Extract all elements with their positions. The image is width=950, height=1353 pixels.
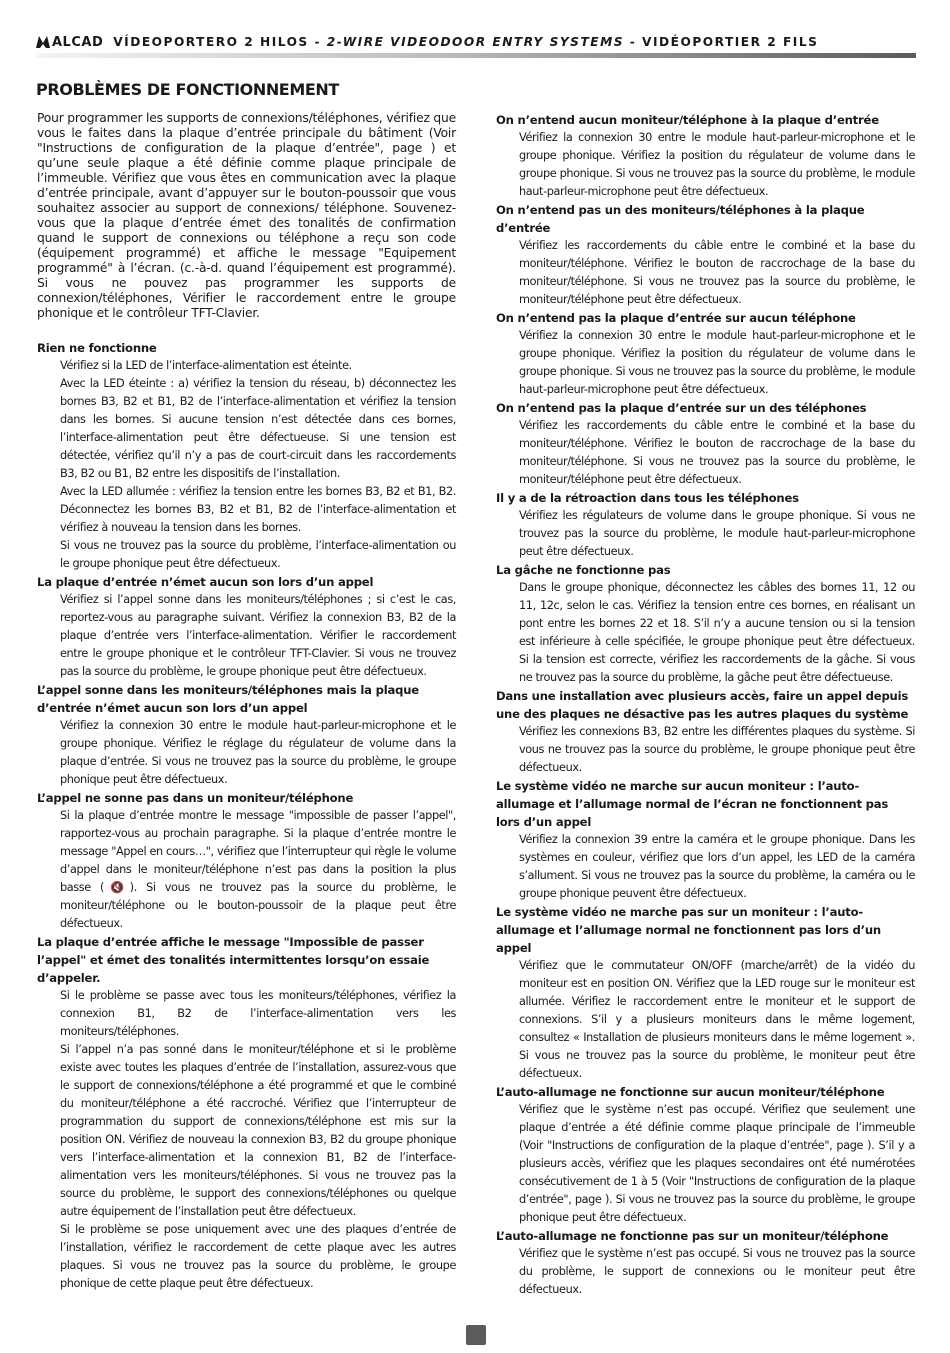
section-heading: Rien ne fonctionne xyxy=(37,341,157,355)
section-paragraph: Vérifiez les régulateurs de volume dans le groupe phonique. Si vous ne trouvez pas la source du problème, le module haut-parleur-microphone peut être défectueux. xyxy=(519,509,915,558)
section-heading: L’appel ne sonne pas dans un moniteur/téléphone xyxy=(37,791,354,805)
section-heading: Il y a de la rétroaction dans tous les téléphones xyxy=(496,491,799,505)
logo-text: ALCAD xyxy=(52,34,104,50)
troubleshooting-section xyxy=(496,1227,915,1299)
header-rule xyxy=(36,53,916,58)
header-title-fr: - VIDÉOPORTIER 2 FILS xyxy=(624,35,819,49)
troubleshooting-section xyxy=(37,933,456,1293)
intro-paragraph: Pour programmer les supports de connexions/téléphones, vérifiez que vous le faites dans la plaque d’entrée principale du bâtiment (Voir "Instructions de configuration de la plaque d’entrée", page ) et qu’une seule plaque a été définie comme plaque principale de l’immeuble. Vérifiez que vous êtes en communication avec la plaque d’entrée principale, avant d’appuyer sur le bouton-poussoir que vous souhaitez associer au support de connexions/ téléphone. Souvenez-vous que la plaque d’entrée émet des tonalités de confirmation quand le support de connexions ou téléphone a reçu son code (équipement programmé) et affiche le message "Equipement programmé" à l’écran. (c.-à-d. quand l’équipement est programmé). Si vous ne pouvez pas programmer les supports de connexion/téléphones, Vérifier le raccordement entre le groupe phonique et le contrôleur TFT-Clavier. xyxy=(37,111,456,320)
section-paragraph: Vérifiez les connexions B3, B2 entre les différentes plaques du système. Si vous ne trouvez pas la source du problème, le groupe phonique peut être défectueux. xyxy=(519,725,915,774)
section-paragraph: Vérifiez la connexion 39 entre la caméra et le groupe phonique. Dans les systèmes en couleur, vérifiez que lors d’un appel, les LED de la caméra s’allument. Si vous ne trouvez pas la source du problème, la caméra ou le groupe phonique peuvent être défectueux. xyxy=(519,833,915,900)
section-heading: L’auto-allumage ne fonctionne pas sur un moniteur/téléphone xyxy=(496,1229,889,1243)
section-heading: On n’entend pas la plaque d’entrée sur aucun téléphone xyxy=(496,311,856,325)
section-paragraph: Vérifiez que le commutateur ON/OFF (marche/arrêt) de la vidéo du moniteur est en position ON. Vérifiez que la LED rouge sur le moniteur est allumée. Vérifiez le raccordement entre le moniteur et le support de connexions. S’il y a plusieurs moniteurs dans le même logement, consultez « Installation de plusieurs moniteurs dans le même logement ». Si vous ne trouvez pas la source du problème, le moniteur peut être défectueux. xyxy=(519,959,915,1080)
header-title-en: 2-WIRE VIDEODOOR ENTRY SYSTEMS xyxy=(326,35,625,49)
section-paragraph: Dans le groupe phonique, déconnectez les câbles des bornes 11, 12 ou 11, 12c, selon le cas. Vérifiez la tension entre ces bornes, en réalisant un pont entre les bornes 22 et 18. S’il n’y a aucune tension ou si la tension est inférieure à celle spécifiée, le groupe phonique peut être défectueux. Si la tension est correcte, vérifiez les raccordements de la gâche. Si vous ne trouvez pas la source du problème, la gâche peut être défectueuse. xyxy=(519,581,915,684)
left-column xyxy=(37,111,456,1293)
section-heading: La gâche ne fonctionne pas xyxy=(496,563,671,577)
section-paragraph: Vérifiez la connexion 30 entre le module haut-parleur-microphone et le groupe phonique. Vérifiez la position du régulateur de volume dans le groupe phonique. Si vous ne trouvez pas la source du problème, le module haut-parleur-microphone peut être défectueux. xyxy=(519,329,915,396)
troubleshooting-section xyxy=(496,903,915,1083)
section-heading: La plaque d’entrée n’émet aucun son lors d’un appel xyxy=(37,575,374,589)
troubleshooting-section xyxy=(496,399,915,489)
troubleshooting-section xyxy=(496,777,915,903)
troubleshooting-section xyxy=(37,573,456,681)
left-sections xyxy=(37,339,456,1293)
section-heading: La plaque d’entrée affiche le message "Impossible de passer l’appel" et émet des tonalités intermittentes lorsqu’on essaie d’appeler. xyxy=(37,935,430,985)
troubleshooting-section xyxy=(496,489,915,561)
alcad-logo-icon xyxy=(36,36,50,48)
header-title-es: VÍDEOPORTERO 2 HILOS - xyxy=(113,35,327,49)
section-paragraph: Avec la LED allumée : vérifiez la tension entre les bornes B3, B2 et B1, B2. Déconnectez les bornes B3, B2 et B1, B2 de l’interface-alimentation et vérifiez à nouveau la tension dans les bornes. xyxy=(60,485,456,534)
section-heading: Le système vidéo ne marche sur aucun moniteur : l’auto-allumage et l’allumage normal de l’écran ne fonctionnent pas lors d’un appel xyxy=(496,779,889,829)
section-paragraph: Vérifiez que le système n’est pas occupé. Vérifiez que seulement une plaque d’entrée a été définie comme plaque principale de l’immeuble (Voir "Instructions de configuration de la plaque d’entrée", page ). S’il y a plusieurs accès, vérifiez que les plaques secondaires ont été numérotées consécutivement de 1 à 5 (Voir "Instructions de configuration de la plaque d’entrée", page ). Si vous ne trouvez pas la source du problème, le groupe phonique peut être défectueux. xyxy=(519,1103,915,1224)
section-paragraph: Vérifiez les raccordements du câble entre le combiné et la base du moniteur/téléphone. Vérifiez le bouton de raccrochage de la base du moniteur/téléphone. Si vous ne trouvez pas la source du problème, le moniteur/téléphone peut être défectueux. xyxy=(519,419,915,486)
section-paragraph: Si le problème se pose uniquement avec une des plaques d’entrée de l’installation, vérifiez le raccordement de cette plaque avec les autres plaques. Si vous ne trouvez pas la source du problème, le groupe phonique de cette plaque peut être défectueux. xyxy=(60,1223,456,1290)
right-sections xyxy=(496,111,915,1299)
page-header xyxy=(36,33,916,51)
section-paragraph: Si la plaque d’entrée montre le message "impossible de passer l’appel", rapportez-vous au prochain paragraphe. Si la plaque d’entrée montre le message "Appel en cours…", vérifiez que l’interrupteur qui règle le volume d’appel dans le moniteur/téléphone n’est pas dans la position la plus basse (🔇). Si vous ne trouvez pas la source du problème, le moniteur/téléphone ou le bouton-poussoir de la plaque peut être défectueux. xyxy=(60,809,456,930)
section-paragraph: Si le problème se passe avec tous les moniteurs/téléphones, vérifiez la connexion B1, B2 de l’interface-alimentation vers les moniteurs/téléphones. xyxy=(60,989,456,1038)
troubleshooting-section xyxy=(37,339,456,573)
section-paragraph: Si vous ne trouvez pas la source du problème, l’interface-alimentation ou le groupe phonique peut être défectueux. xyxy=(60,539,456,570)
troubleshooting-section xyxy=(496,309,915,399)
troubleshooting-section xyxy=(496,687,915,777)
section-heading: On n’entend pas la plaque d’entrée sur un des téléphones xyxy=(496,401,867,415)
section-heading: L’appel sonne dans les moniteurs/téléphones mais la plaque d’entrée n’émet aucun son lors d’un appel xyxy=(37,683,419,715)
section-heading: Dans une installation avec plusieurs accès, faire un appel depuis une des plaques ne désactive pas les autres plaques du système xyxy=(496,689,909,721)
troubleshooting-section xyxy=(496,201,915,309)
section-paragraph: Vérifiez la connexion 30 entre le module haut-parleur-microphone et le groupe phonique. Vérifiez la position du régulateur de volume dans le groupe phonique. Si vous ne trouvez pas la source du problème, le module haut-parleur-microphone peut être défectueux. xyxy=(519,131,915,198)
page-title: PROBLÈMES DE FONCTIONNEMENT xyxy=(36,80,339,99)
troubleshooting-section xyxy=(496,1083,915,1227)
troubleshooting-section xyxy=(496,561,915,687)
alcad-logo xyxy=(36,35,103,50)
section-paragraph: Vérifiez si l’appel sonne dans les moniteurs/téléphones ; si c’est le cas, reportez-vous au paragraphe suivant. Vérifiez la connexion B3, B2 de la plaque d’entrée vers l’interface-alimentation. Vérifier le raccordement entre le groupe phonique et le contrôleur TFT-Clavier. Si vous ne trouvez pas la source du problème, le groupe phonique peut être défectueux. xyxy=(60,593,456,678)
section-heading: Le système vidéo ne marche pas sur un moniteur : l’auto-allumage et l’allumage normal ne fonctionnent pas lors d’un appel xyxy=(496,905,881,955)
page-number-marker xyxy=(466,1325,486,1345)
section-paragraph: Vérifiez la connexion 30 entre le module haut-parleur-microphone et le groupe phonique. Vérifiez le réglage du régulateur de volume dans la plaque d’entrée. Si vous ne trouvez pas la source du problème, le groupe phonique peut être défectueux. xyxy=(60,719,456,786)
troubleshooting-section xyxy=(496,111,915,201)
header-title xyxy=(113,35,818,49)
section-heading: On n’entend pas un des moniteurs/téléphones à la plaque d’entrée xyxy=(496,203,865,235)
section-heading: L’auto-allumage ne fonctionne sur aucun moniteur/téléphone xyxy=(496,1085,885,1099)
section-paragraph: Vérifiez les raccordements du câble entre le combiné et la base du moniteur/téléphone. Vérifiez le bouton de raccrochage de la base du moniteur/téléphone. Si vous ne trouvez pas la source du problème, le moniteur/téléphone peut être défectueux. xyxy=(519,239,915,306)
section-paragraph: Si l’appel n’a pas sonné dans le moniteur/téléphone et si le problème existe avec toutes les plaques d’entrée de l’installation, assurez-vous que le support de connexions/téléphone a été programmé et que le combiné du moniteur/téléphone a été raccroché. Vérifiez que l’interrupteur de programmation du support de connexions/téléphone est mis sur la position ON. Vérifiez de nouveau la connexion B3, B2 du groupe phonique vers l’interface-alimentation et la connexion B1, B2 de l’interface-alimentation vers les moniteurs/téléphones. Si vous ne trouvez pas la source du problème, le support des connexions/téléphones ou quelque autre équipement de l’installation peut être défectueux. xyxy=(60,1043,456,1218)
right-column xyxy=(496,111,915,1299)
section-paragraph: Vérifiez si la LED de l’interface-alimentation est éteinte. xyxy=(60,359,352,372)
troubleshooting-section xyxy=(37,681,456,789)
troubleshooting-section xyxy=(37,789,456,933)
section-paragraph: Avec la LED éteinte : a) vérifiez la tension du réseau, b) déconnectez les bornes B3, B2 et B1, B2 de l’interface-alimentation et vérifiez la tension dans les bornes. Si aucune tension n’est détectée dans ces bornes, l’interface-alimentation peut être défectueuse. Si une tension est détectée, vérifiez qu’il n’y a pas de court-circuit dans les raccordements B3, B2 ou B1, B2 entre les dispositifs de l’installation. xyxy=(60,377,456,480)
section-paragraph: Vérifiez que le système n’est pas occupé. Si vous ne trouvez pas la source du problème, le support de connexions ou le moniteur peut être défectueux. xyxy=(519,1247,915,1296)
section-heading: On n’entend aucun moniteur/téléphone à la plaque d’entrée xyxy=(496,113,879,127)
